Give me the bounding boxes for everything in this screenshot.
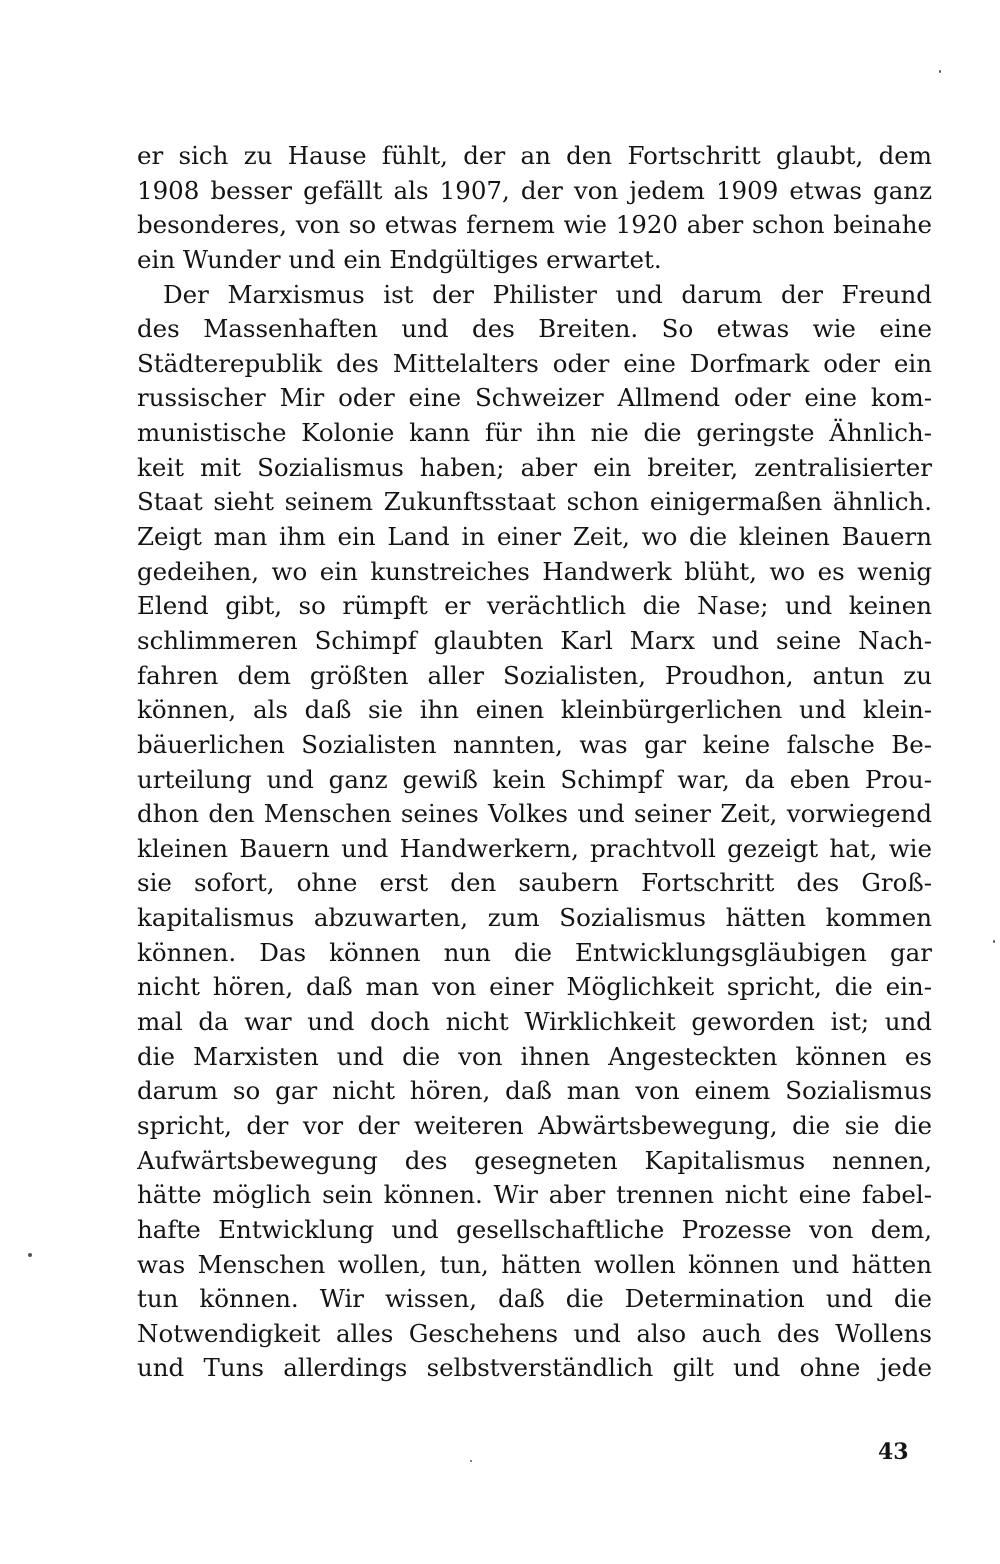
text-line: ein Wunder und ein Endgültiges erwartet. — [137, 244, 662, 274]
text-line: keit mit Sozialismus haben; aber ein breiter, zentralisierter — [137, 452, 932, 482]
text-line: 1908 besser gefällt als 1907, der von jedem 1909 etwas ganz — [137, 175, 932, 205]
paragraph-first-line: Der Marxismus ist der Philister und darum der Freund — [163, 279, 932, 309]
text-line: können, als daß sie ihn einen kleinbürgerlichen und klein- — [137, 695, 932, 725]
text-line: besonderes, von so etwas fernem wie 1920 aber schon beinahe — [137, 210, 932, 240]
page-number: 43 — [878, 1439, 909, 1465]
text-line: hafte Entwicklung und gesellschaftliche Prozesse von dem, — [137, 1214, 932, 1244]
text-line: russischer Mir oder eine Schweizer Allmend oder eine kom- — [137, 383, 932, 413]
scan-speck — [993, 940, 995, 943]
text-line: munistische Kolonie kann für ihn nie die geringste Ähnlich- — [137, 418, 932, 448]
text-line: die Marxisten und die von ihnen Angesteckten können es — [137, 1041, 932, 1071]
text-line: gedeihen, wo ein kunstreiches Handwerk blüht, wo es wenig — [137, 556, 932, 586]
text-line: Elend gibt, so rümpft er verächtlich die Nase; und keinen — [137, 591, 932, 621]
text-line: hätte möglich sein können. Wir aber trennen nicht eine fabel- — [137, 1180, 932, 1210]
text-line: schlimmeren Schimpf glaubten Karl Marx und seine Nach- — [137, 625, 932, 655]
text-line: urteilung und ganz gewiß kein Schimpf war, da eben Prou- — [137, 764, 932, 794]
text-line: und Tuns allerdings selbstverständlich gilt und ohne jede — [137, 1353, 932, 1383]
text-line: bäuerlichen Sozialisten nannten, was gar keine falsche Be- — [137, 729, 932, 759]
text-line: kapitalismus abzuwarten, zum Sozialismus hätten kommen — [137, 903, 932, 933]
text-line: nicht hören, daß man von einer Möglichkeit spricht, die ein- — [137, 972, 932, 1002]
text-line: Zeigt man ihm ein Land in einer Zeit, wo die kleinen Bauern — [137, 522, 932, 552]
scan-speck — [28, 1253, 32, 1257]
text-line: Staat sieht seinem Zukunftsstaat schon einigermaßen ähnlich. — [137, 487, 932, 517]
text-line: kleinen Bauern und Handwerkern, prachtvoll gezeigt hat, wie — [137, 833, 932, 863]
text-line: spricht, der vor der weiteren Abwärtsbewegung, die sie die — [137, 1110, 932, 1140]
text-line: tun können. Wir wissen, daß die Determination und die — [137, 1284, 932, 1314]
text-line: was Menschen wollen, tun, hätten wollen können und hätten — [137, 1249, 932, 1279]
text-line: sie sofort, ohne erst den saubern Fortschritt des Groß- — [137, 868, 932, 898]
body-text — [137, 139, 932, 1386]
text-line: er sich zu Hause fühlt, der an den Fortschritt glaubt, dem — [137, 141, 932, 170]
text-line: Aufwärtsbewegung des gesegneten Kapitalismus nennen, — [137, 1145, 932, 1175]
text-line: dhon den Menschen seines Volkes und seiner Zeit, vorwiegend — [137, 799, 932, 829]
scan-speck — [939, 70, 941, 73]
text-line: des Massenhaften und des Breiten. So etwas wie eine — [137, 314, 932, 344]
text-line: Notwendigkeit alles Geschehens und also auch des Wollens — [137, 1318, 932, 1348]
text-line: darum so gar nicht hören, daß man von einem Sozialismus — [137, 1076, 932, 1106]
scan-speck — [470, 1460, 472, 1462]
text-line: fahren dem größten aller Sozialisten, Proudhon, antun zu — [137, 660, 932, 690]
text-line: Städterepublik des Mittelalters oder eine Dorfmark oder ein — [137, 348, 932, 378]
text-line: mal da war und doch nicht Wirklichkeit geworden ist; und — [137, 1007, 932, 1037]
text-line: können. Das können nun die Entwicklungsgläubigen gar — [137, 937, 932, 967]
